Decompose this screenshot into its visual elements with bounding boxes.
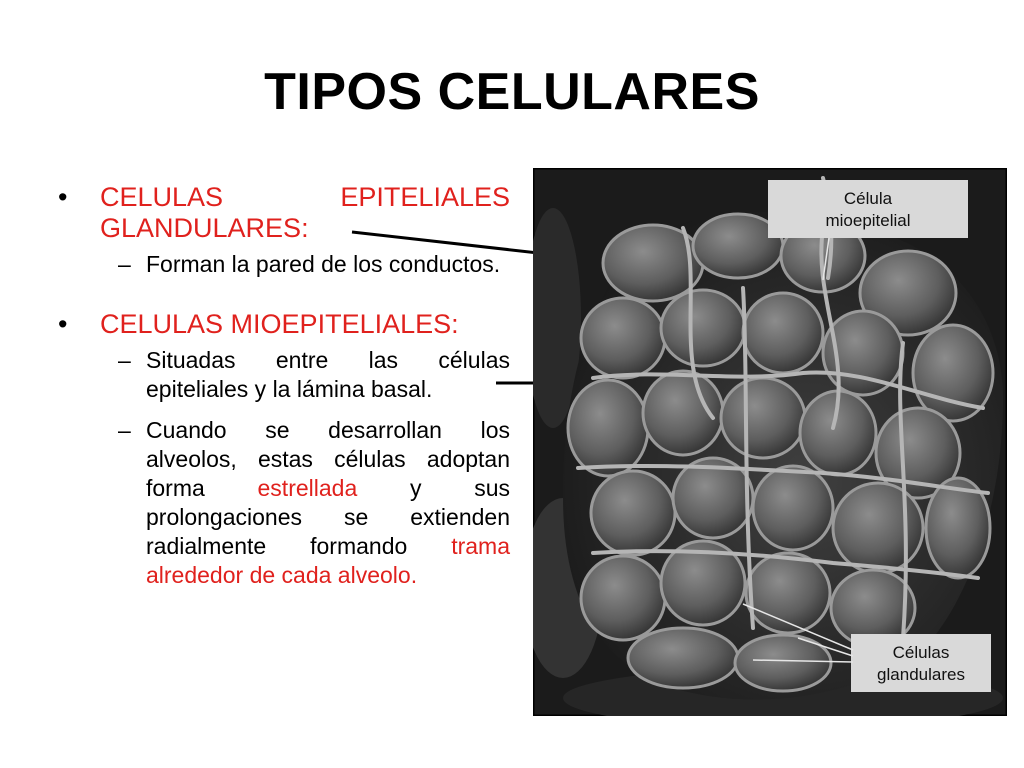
bullet-dot: • <box>58 309 68 339</box>
bullet-heading: CELULAS MIOEPITELIALES: <box>100 309 459 339</box>
slide-title: TIPOS CELULARES <box>264 63 760 121</box>
dash-marker: – <box>118 417 131 443</box>
dash-marker: – <box>118 347 131 373</box>
label-celulas-line2: glandulares <box>877 665 965 684</box>
subbullet-text-a: Cuando se desarrollan los alveolos, estas células adoptan forma <box>146 417 510 501</box>
label-celulas-line1: Células <box>892 643 950 662</box>
highlight-trama: trama alrededor de cada alveolo. <box>146 533 510 588</box>
bullet-heading-line2: GLANDULARES: <box>100 213 309 243</box>
subbullet-text-b: y sus prolongaciones se extienden radialmente formando <box>146 475 510 559</box>
heading-word-epiteliales: EPITELIALES <box>340 182 510 212</box>
micrograph-image <box>533 168 1007 716</box>
heading-word-celulas: CELULAS <box>100 182 224 212</box>
label-celula-line1: Célula <box>843 189 893 208</box>
subbullet-text: Forman la pared de los conductos. <box>146 251 501 277</box>
subbullet-text: Situadas entre las células epiteliales y la lámina basal. <box>146 347 510 402</box>
bullet-dot: • <box>58 182 68 212</box>
highlight-estrellada: estrellada <box>257 475 358 501</box>
label-celula-line2: mioepitelial <box>825 211 911 230</box>
dash-marker: – <box>118 251 131 277</box>
